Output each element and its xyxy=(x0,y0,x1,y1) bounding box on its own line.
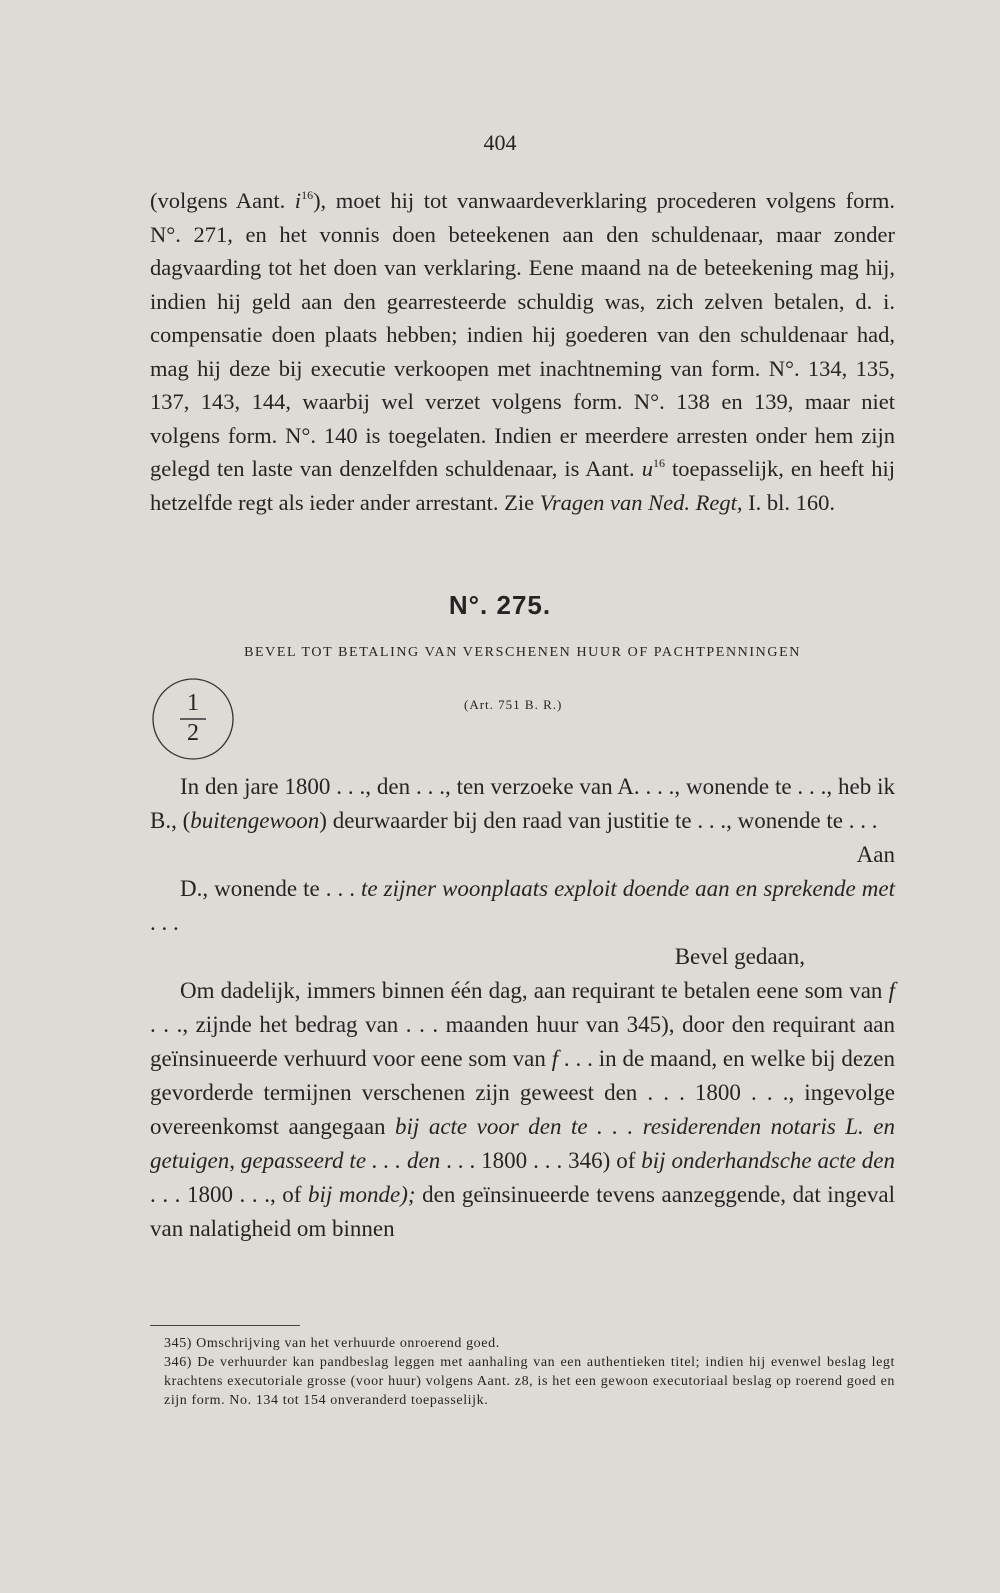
italic-ref: i xyxy=(294,188,302,213)
text-run: (volgens Aant. xyxy=(150,188,295,213)
italic-text: te zijner woonplaats exploit doende aan en sprekende met xyxy=(361,876,895,901)
article-reference: (Art. 751 B. R.) xyxy=(464,697,563,712)
superscript: 16 xyxy=(301,188,314,202)
text-run: . . . in de maand, en welke bij dezen gevorderde termijnen verschenen zijn geweest den . . . 1800 . . ., ingevolge overeenkomst aangegaan xyxy=(150,1046,896,1139)
superscript: 16 xyxy=(652,456,665,470)
stamp-numerator: 1 xyxy=(187,690,199,716)
text-run: den geïnsinueerde tevens aanzeggende, dat ingeval van nalatigheid om binnen xyxy=(150,1182,895,1241)
footnote-345: 345) Omschrijving van het verhuurde onroerend goed. xyxy=(164,1336,500,1351)
continuation-paragraph xyxy=(150,184,895,519)
stamp-half-icon xyxy=(150,676,236,762)
footnote-346: 346) De verhuurder kan pandbeslag leggen met aanhaling van een authentieken titel; indien hij evenwel beslag legt krachtens executoriale grosse (voor huur) volgens Aant. z8, is het een gewoon executoriaal beslag op roerend goed en zijn form. No. 134 tot 154 onveranderd toepasselijk. xyxy=(164,1355,895,1408)
text-run: toepasselijk, en heeft hij hetzelfde regt als ieder ander arrestant. Zie xyxy=(150,456,896,515)
italic-ref: u xyxy=(641,456,653,481)
footnotes xyxy=(150,1334,895,1410)
text-run: D., wonende te . . . xyxy=(180,876,362,901)
italic-currency: f xyxy=(551,1046,559,1071)
italic-currency: f xyxy=(888,978,895,1003)
section-number: N°. 275. xyxy=(448,590,552,620)
text-run: ) deurwaarder bij den raad van justitie te . . ., wonende te . . . xyxy=(319,808,878,833)
italic-text: buitengewoon xyxy=(190,808,320,833)
text-run: . . ., zijnde het bedrag van . . . maanden huur van 345), door den requirant aan geïnsinueerde verhuurd voor eene som van xyxy=(150,1012,895,1071)
text-run: In den jare 1800 . . ., den . . ., ten verzoeke van A. . . ., wonende te . . ., heb ik B., ( xyxy=(150,774,895,833)
footnote-divider xyxy=(150,1325,300,1326)
italic-text: bij acte voor den te . . . residerenden notaris L. en getuigen, gepasseerd te . . . den xyxy=(150,1114,896,1173)
stamp-denominator: 2 xyxy=(187,720,199,746)
command-label: Bevel gedaan, xyxy=(674,944,805,969)
section-title: BEVEL TOT BETALING VAN VERSCHENEN HUUR OF PACHTPENNINGEN xyxy=(244,645,801,660)
text-run: . . . xyxy=(150,910,179,935)
text-run: Om dadelijk, immers binnen één dag, aan requirant te betalen eene som van xyxy=(180,978,889,1003)
italic-citation: Vragen van Ned. Regt, xyxy=(539,489,743,515)
form-text xyxy=(150,770,895,1246)
italic-text: bij monde); xyxy=(308,1182,416,1207)
page-number: 404 xyxy=(483,130,517,155)
text-run: . . . 1800 . . . 346) of xyxy=(440,1148,642,1173)
addressee-label: Aan xyxy=(856,842,895,867)
italic-text: bij onderhandsche acte den xyxy=(641,1148,895,1173)
text-run: ), moet hij tot vanwaardeverklaring procederen volgens form. N°. 271, en het vonnis doen beteekenen aan den schuldenaar, maar zonder dagvaarding tot het doen van verklaring. Eene maand na de beteekening mag hij, indien hij geld aan den gearresteerde schuldig was, zich zelven betalen, d. i. compensatie doen plaats hebben; indien hij goederen van den schuldenaar had, mag hij deze bij executie verkoopen met inachtneming van form. N°. 134, 135, 137, 143, 144, waarbij wel verzet volgens form. N°. 138 en 139, maar niet volgens form. N°. 140 is toegelaten. Indien er meerdere arresten onder hem zijn gelegd ten laste van denzelfden schuldenaar, is Aant. xyxy=(150,188,895,481)
text-run: . . . 1800 . . ., of xyxy=(150,1182,309,1207)
text-run: I. bl. 160. xyxy=(742,489,835,515)
